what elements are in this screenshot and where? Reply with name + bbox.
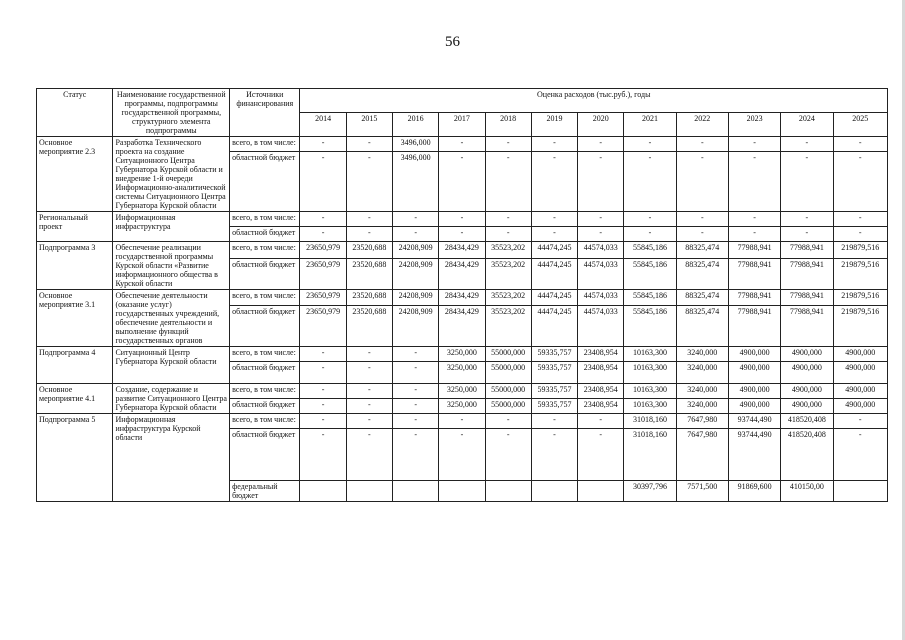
value-cell: 59335,757	[531, 384, 577, 399]
name-cell: Информационная инфраструктура Курской области	[113, 414, 230, 502]
value-cell: -	[393, 347, 439, 362]
header-estimate: Оценка расходов (тыс.руб.), годы	[300, 89, 888, 113]
value-cell: 4900,000	[833, 362, 887, 384]
value-cell: -	[485, 429, 531, 481]
value-cell: 88325,474	[676, 258, 728, 289]
value-cell: 3496,000	[393, 137, 439, 152]
value-cell: 77988,941	[728, 258, 780, 289]
value-cell: -	[485, 212, 531, 227]
value-cell: -	[300, 152, 346, 212]
header-status: Статус	[37, 89, 113, 137]
value-cell: 23650,979	[300, 258, 346, 289]
value-cell: -	[624, 212, 676, 227]
source-cell: областной бюджет	[230, 362, 300, 384]
value-cell: 23520,688	[346, 305, 392, 346]
value-cell: 93744,490	[728, 414, 780, 429]
value-cell: -	[300, 362, 346, 384]
value-cell: -	[439, 137, 485, 152]
value-cell: 44574,033	[578, 290, 624, 306]
table-row	[37, 242, 888, 259]
value-cell: -	[346, 347, 392, 362]
value-cell: -	[346, 414, 392, 429]
value-cell: 3240,000	[676, 347, 728, 362]
value-cell: -	[346, 137, 392, 152]
year-header: 2021	[624, 113, 676, 137]
value-cell: 55845,186	[624, 242, 676, 259]
value-cell: 77988,941	[781, 290, 833, 306]
value-cell	[300, 481, 346, 502]
source-cell: областной бюджет	[230, 305, 300, 346]
value-cell: 23650,979	[300, 305, 346, 346]
name-cell: Информационная инфраструктура	[113, 212, 230, 242]
status-cell: Основное мероприятие 4.1	[37, 384, 113, 414]
value-cell: -	[485, 137, 531, 152]
value-cell: 7571,500	[676, 481, 728, 502]
value-cell: 55000,000	[485, 362, 531, 384]
value-cell: -	[346, 429, 392, 481]
value-cell: 4900,000	[781, 347, 833, 362]
value-cell: 44574,033	[578, 242, 624, 259]
header-source: Источники финансирования	[230, 89, 300, 137]
year-header: 2014	[300, 113, 346, 137]
value-cell: -	[578, 227, 624, 242]
value-cell: 23520,688	[346, 258, 392, 289]
source-cell: всего, в том числе:	[230, 290, 300, 306]
status-cell: Основное мероприятие 2.3	[37, 137, 113, 212]
name-cell: Обеспечение деятельности (оказание услуг) государственных учреждений, обеспечение деятельности и выполнение функций государственных органов	[113, 290, 230, 347]
value-cell: -	[781, 227, 833, 242]
value-cell: 3240,000	[676, 362, 728, 384]
value-cell: -	[624, 137, 676, 152]
name-cell: Ситуационный Центр Губернатора Курской области	[113, 347, 230, 384]
value-cell: 4900,000	[833, 347, 887, 362]
year-header: 2015	[346, 113, 392, 137]
value-cell: -	[531, 137, 577, 152]
value-cell: 35523,202	[485, 290, 531, 306]
value-cell: 55000,000	[485, 399, 531, 414]
status-cell: Региональный проект	[37, 212, 113, 242]
source-cell: всего, в том числе:	[230, 384, 300, 399]
value-cell: 10163,300	[624, 399, 676, 414]
value-cell: 44474,245	[531, 242, 577, 259]
value-cell: 77988,941	[781, 258, 833, 289]
value-cell: 28434,429	[439, 290, 485, 306]
value-cell: 31018,160	[624, 429, 676, 481]
value-cell: -	[300, 212, 346, 227]
source-cell: областной бюджет	[230, 152, 300, 212]
value-cell: 30397,796	[624, 481, 676, 502]
year-header: 2017	[439, 113, 485, 137]
status-cell: Подпрограмма 3	[37, 242, 113, 290]
value-cell: 35523,202	[485, 242, 531, 259]
value-cell: 23650,979	[300, 290, 346, 306]
value-cell: 44574,033	[578, 305, 624, 346]
value-cell: -	[300, 347, 346, 362]
value-cell: -	[781, 137, 833, 152]
source-cell: всего, в том числе:	[230, 137, 300, 152]
value-cell: 23520,688	[346, 242, 392, 259]
value-cell: 28434,429	[439, 258, 485, 289]
value-cell: -	[833, 137, 887, 152]
value-cell: 88325,474	[676, 290, 728, 306]
value-cell: 4900,000	[728, 347, 780, 362]
value-cell: 55845,186	[624, 290, 676, 306]
source-cell: всего, в том числе:	[230, 242, 300, 259]
value-cell: -	[833, 212, 887, 227]
value-cell: 93744,490	[728, 429, 780, 481]
value-cell: 4900,000	[728, 362, 780, 384]
value-cell: 55845,186	[624, 258, 676, 289]
budget-table	[36, 88, 888, 502]
value-cell: -	[346, 212, 392, 227]
value-cell: 28434,429	[439, 242, 485, 259]
value-cell: -	[300, 227, 346, 242]
status-cell: Подпрограмма 5	[37, 414, 113, 502]
value-cell: -	[393, 399, 439, 414]
value-cell	[439, 481, 485, 502]
value-cell: 31018,160	[624, 414, 676, 429]
status-cell: Подпрограмма 4	[37, 347, 113, 384]
value-cell: -	[393, 384, 439, 399]
value-cell: 77988,941	[781, 242, 833, 259]
value-cell: -	[833, 227, 887, 242]
value-cell: 24208,909	[393, 242, 439, 259]
name-cell: Разработка Технического проекта на создание Ситуационного Центра Губернатора Курской области и внедрение 1-й очереди Информационно-аналитической системы Ситуационного Центра Губернатора Курской области	[113, 137, 230, 212]
value-cell: 23408,954	[578, 399, 624, 414]
value-cell: 7647,980	[676, 414, 728, 429]
source-cell: областной бюджет	[230, 399, 300, 414]
value-cell: -	[393, 362, 439, 384]
value-cell: 88325,474	[676, 305, 728, 346]
value-cell: -	[781, 212, 833, 227]
source-cell: всего, в том числе:	[230, 414, 300, 429]
value-cell: -	[531, 414, 577, 429]
source-cell: всего, в том числе:	[230, 212, 300, 227]
value-cell: 35523,202	[485, 305, 531, 346]
value-cell: 4900,000	[728, 384, 780, 399]
value-cell: -	[300, 429, 346, 481]
table-row	[37, 414, 888, 429]
year-header: 2020	[578, 113, 624, 137]
value-cell: 77988,941	[781, 305, 833, 346]
table-body	[37, 137, 888, 502]
value-cell: 3250,000	[439, 347, 485, 362]
table-row	[37, 137, 888, 152]
value-cell: -	[439, 414, 485, 429]
page-number: 56	[445, 34, 460, 50]
year-header: 2019	[531, 113, 577, 137]
value-cell: 23650,979	[300, 242, 346, 259]
value-cell: 418520,408	[781, 414, 833, 429]
year-header: 2023	[728, 113, 780, 137]
value-cell: -	[676, 137, 728, 152]
value-cell: -	[439, 152, 485, 212]
value-cell: 3240,000	[676, 384, 728, 399]
value-cell: -	[300, 384, 346, 399]
value-cell: -	[439, 227, 485, 242]
value-cell: 219879,516	[833, 242, 887, 259]
value-cell: 10163,300	[624, 347, 676, 362]
value-cell: 23520,688	[346, 290, 392, 306]
value-cell: -	[346, 399, 392, 414]
value-cell	[393, 481, 439, 502]
value-cell: -	[300, 414, 346, 429]
year-header: 2024	[781, 113, 833, 137]
table-row	[37, 384, 888, 399]
value-cell: -	[578, 212, 624, 227]
value-cell: -	[676, 212, 728, 227]
value-cell: 44474,245	[531, 305, 577, 346]
status-cell: Основное мероприятие 3.1	[37, 290, 113, 347]
value-cell: -	[393, 429, 439, 481]
value-cell: 4900,000	[833, 399, 887, 414]
value-cell: 10163,300	[624, 384, 676, 399]
value-cell: 88325,474	[676, 242, 728, 259]
source-cell: всего, в том числе:	[230, 347, 300, 362]
value-cell: 91869,600	[728, 481, 780, 502]
value-cell: 28434,429	[439, 305, 485, 346]
year-header: 2018	[485, 113, 531, 137]
header-row	[37, 89, 888, 113]
value-cell: 24208,909	[393, 305, 439, 346]
value-cell: 418520,408	[781, 429, 833, 481]
value-cell: -	[485, 227, 531, 242]
value-cell: 410150,00	[781, 481, 833, 502]
value-cell: -	[578, 137, 624, 152]
value-cell: -	[676, 227, 728, 242]
source-cell: областной бюджет	[230, 227, 300, 242]
value-cell: 3250,000	[439, 384, 485, 399]
value-cell: -	[624, 227, 676, 242]
value-cell: 44474,245	[531, 290, 577, 306]
value-cell: 3250,000	[439, 362, 485, 384]
value-cell: 23408,954	[578, 362, 624, 384]
value-cell: 3496,000	[393, 152, 439, 212]
value-cell: 7647,980	[676, 429, 728, 481]
value-cell: -	[833, 152, 887, 212]
year-header: 2016	[393, 113, 439, 137]
value-cell: 4900,000	[781, 362, 833, 384]
value-cell: -	[728, 137, 780, 152]
value-cell: 10163,300	[624, 362, 676, 384]
value-cell: 24208,909	[393, 258, 439, 289]
value-cell	[833, 481, 887, 502]
value-cell: 4900,000	[728, 399, 780, 414]
value-cell: 4900,000	[781, 384, 833, 399]
value-cell: -	[728, 152, 780, 212]
value-cell: -	[833, 414, 887, 429]
value-cell: -	[781, 152, 833, 212]
value-cell	[578, 481, 624, 502]
value-cell: 77988,941	[728, 242, 780, 259]
source-cell: федеральный бюджет	[230, 481, 300, 502]
value-cell: -	[676, 152, 728, 212]
name-cell: Обеспечение реализации государственной программы Курской области «Развитие информационного общества в Курской области	[113, 242, 230, 290]
value-cell: -	[485, 414, 531, 429]
source-cell: областной бюджет	[230, 429, 300, 481]
value-cell: 219879,516	[833, 290, 887, 306]
value-cell: 219879,516	[833, 258, 887, 289]
table-row	[37, 290, 888, 306]
value-cell: 77988,941	[728, 305, 780, 346]
value-cell	[485, 481, 531, 502]
value-cell: 23408,954	[578, 347, 624, 362]
value-cell: -	[346, 227, 392, 242]
value-cell: 55000,000	[485, 347, 531, 362]
value-cell: 3240,000	[676, 399, 728, 414]
value-cell: 55845,186	[624, 305, 676, 346]
value-cell: -	[728, 212, 780, 227]
header-name: Наименование государственной программы, подпрограммы государственной программы, структурного элемента подпрограммы	[113, 89, 230, 137]
value-cell: 59335,757	[531, 347, 577, 362]
value-cell: -	[346, 152, 392, 212]
value-cell: 23408,954	[578, 384, 624, 399]
value-cell	[346, 481, 392, 502]
value-cell: -	[439, 429, 485, 481]
value-cell: -	[531, 429, 577, 481]
value-cell: -	[578, 152, 624, 212]
value-cell: 3250,000	[439, 399, 485, 414]
value-cell: -	[300, 137, 346, 152]
value-cell: -	[578, 414, 624, 429]
name-cell: Создание, содержание и развитие Ситуационного Центра Губернатора Курской области	[113, 384, 230, 414]
value-cell: -	[346, 362, 392, 384]
source-cell: областной бюджет	[230, 258, 300, 289]
value-cell: 4900,000	[833, 384, 887, 399]
value-cell: -	[346, 384, 392, 399]
value-cell: 35523,202	[485, 258, 531, 289]
value-cell: -	[300, 399, 346, 414]
value-cell: 24208,909	[393, 290, 439, 306]
table-row	[37, 212, 888, 227]
value-cell: -	[393, 227, 439, 242]
value-cell: -	[728, 227, 780, 242]
year-header: 2025	[833, 113, 887, 137]
value-cell: 59335,757	[531, 362, 577, 384]
value-cell: -	[578, 429, 624, 481]
value-cell	[531, 481, 577, 502]
value-cell: -	[393, 212, 439, 227]
value-cell: -	[393, 414, 439, 429]
value-cell: 44574,033	[578, 258, 624, 289]
value-cell: 219879,516	[833, 305, 887, 346]
value-cell: -	[485, 152, 531, 212]
value-cell: 55000,000	[485, 384, 531, 399]
year-header: 2022	[676, 113, 728, 137]
value-cell: -	[531, 152, 577, 212]
value-cell: 44474,245	[531, 258, 577, 289]
value-cell: -	[439, 212, 485, 227]
table-row	[37, 347, 888, 362]
value-cell: -	[531, 227, 577, 242]
value-cell: 77988,941	[728, 290, 780, 306]
value-cell: -	[833, 429, 887, 481]
value-cell: 59335,757	[531, 399, 577, 414]
value-cell: -	[531, 212, 577, 227]
value-cell: 4900,000	[781, 399, 833, 414]
value-cell: -	[624, 152, 676, 212]
